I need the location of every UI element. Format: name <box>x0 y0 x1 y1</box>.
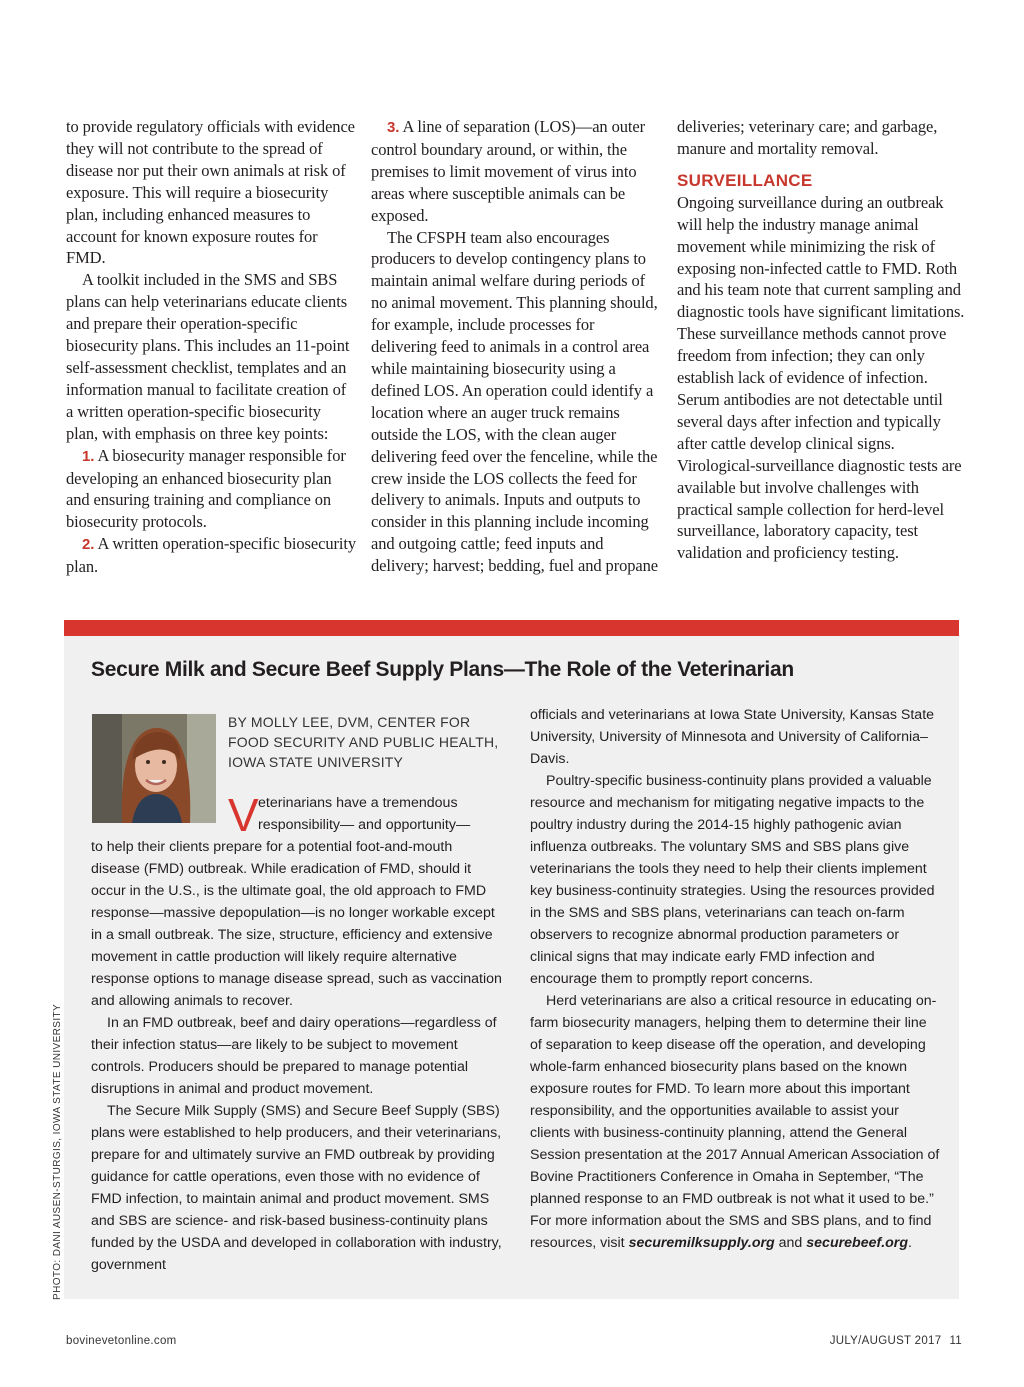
footer-website: bovinevetonline.com <box>66 1335 177 1347</box>
paragraph: The CFSPH team also encourages producers to develop contingency plans to maintain animal welfare during periods of no animal movement. This planning should, for example, include processes for delivering feed to animals in a control area while maintaining biosecurity using a defined LOS. An operation could identify a location where an auger truck remains outside the LOS, with the clean auger delivering feed over the fenceline, while the crew inside the LOS collects the feed for delivery to animals. Inputs and outputs to consider in this planning include incoming and outgoing cattle; feed inputs and delivery; harvest; bedding, fuel and propane <box>371 227 659 576</box>
conjunction: and <box>778 1235 803 1251</box>
byline: BY MOLLY LEE, DVM, CENTER FOR FOOD SECURITY AND PUBLIC HEALTH, IOWA STATE UNIVERSITY <box>228 714 499 770</box>
drop-cap: V <box>228 789 259 841</box>
link-securemilksupply[interactable]: securemilksupply.org <box>628 1235 775 1251</box>
point-number: 1. <box>82 447 95 465</box>
page-number: 11 <box>949 1335 962 1347</box>
paragraph: officials and veterinarians at Iowa State University, Kansas State University, University of Minnesota and University of California–Davis. <box>530 707 935 767</box>
paragraph: to provide regulatory officials with evidence they will not contribute to the spread of disease nor put their own animals at risk of exposure. This will require a biosecurity plan, including enhanced measures to account for known exposure routes for FMD. <box>66 117 355 268</box>
point-text: A written operation-specific biosecurity plan. <box>66 534 356 577</box>
footer-issue <box>830 1335 962 1347</box>
article-column-1 <box>66 116 356 578</box>
sidebar-lead <box>258 792 520 836</box>
article-column-2 <box>371 116 659 577</box>
key-point-1 <box>66 445 356 534</box>
paragraph: A toolkit included in the SMS and SBS plans can help veterinarians educate clients and prepare their operation-specific biosecurity plans. This includes an 11-point self-assessment checklist, templates and an information manual to facilitate creation of a written operation-specific biosecurity plan, with emphasis on three key points: <box>66 270 350 443</box>
sidebar-left-column <box>91 836 503 1276</box>
point-number: 3. <box>387 119 400 136</box>
paragraph: to help their clients prepare for a potential foot-and-mouth disease (FMD) outbreak. While eradication of FMD, should it occur in the U.S., is the ultimate goal, the old approach to FMD response—massive depopulation—is no longer workable except in a small outbreak. The size, structure, efficiency and extensive movement in cattle production will likely require alternative response options to manage disease spread, such as vaccination and allowing animals to recover. <box>91 839 502 1009</box>
author-portrait-image <box>92 714 216 823</box>
link-securebeef[interactable]: securebeef.org <box>806 1235 908 1251</box>
key-point-2 <box>66 533 356 578</box>
lead-text: eterinarians have a tremendous responsibility— and opportunity— <box>258 795 471 833</box>
paragraph: Ongoing surveillance during an outbreak will help the industry manage animal movement while minimizing the risk of exposing non-infected cattle to FMD. Roth and his team note that current sampling and diagnostic tools have significant limitations. These surveillance methods cannot prove freedom from infection; they can only establish lack of evidence of infection. Serum antibodies are not detectable until several days after infection and typically after cattle develop clinical signs. Virological-surveillance diagnostic tests are available but involve challenges with practical sample collection for herd-level surveillance, laboratory capacity, test validation and proficiency testing. <box>677 192 965 563</box>
key-point-3 <box>371 116 659 227</box>
article-column-3 <box>677 116 967 564</box>
paragraph-text: Herd veterinarians are also a critical resource in educating on-farm biosecurity managers, helping them to determine their line of separation to keep disease off the operation, and developing whole-farm enhanced biosecurity plans based on the known exposure routes for FMD. To learn more about this important responsibility, and the opportunities available to assist your clients with business-continuity planning, attend the General Session presentation at the 2017 Annual American Association of Bovine Practitioners Conference in Omaha in September, “The planned response to an FMD outbreak is not what it used to be.” For more information about the SMS and SBS plans, and to find resources, visit <box>530 993 940 1251</box>
point-text: A biosecurity manager responsible for developing an enhanced biosecurity plan and ensuring training and compliance on biosecurity protocols. <box>66 445 346 532</box>
paragraph <box>530 990 942 1254</box>
paragraph: Poultry-specific business-continuity plans provided a valuable resource and mechanism for mitigating negative impacts to the poultry industry during the 2014-15 highly pathogenic avian influenza outbreaks. The voluntary SMS and SBS plans give veterinarians the tools they need to help their clients implement key business-continuity strategies. Using the resources provided in the SMS and SBS plans, veterinarians can teach on-farm observers to recognize abnormal production parameters or clinical signs that may indicate early FMD infection and encourage them to promptly report concerns. <box>530 773 935 987</box>
sidebar-title: Secure Milk and Secure Beef Supply Plans—The Role of the Veterinarian <box>91 658 794 681</box>
sidebar-box <box>64 620 959 1299</box>
photo-credit: PHOTO: DANI AUSEN-STURGIS, IOWA STATE UNIVERSITY <box>52 1003 63 1300</box>
paragraph: In an FMD outbreak, beef and dairy operations—regardless of their infection status—are likely to be subject to movement controls. Producers should be prepared to manage potential disruptions in animal and product movement. <box>91 1015 497 1097</box>
sidebar-right-column <box>530 704 942 1254</box>
paragraph: deliveries; veterinary care; and garbage, manure and mortality removal. <box>677 117 938 158</box>
sidebar-accent-bar <box>64 620 959 636</box>
period: . <box>908 1235 912 1251</box>
issue-date: JULY/AUGUST 2017 <box>829 1335 942 1347</box>
point-text: A line of separation (LOS)—an outer control boundary around, or within, the premises to limit movement of virus into areas where susceptible animals can be exposed. <box>371 117 645 225</box>
paragraph: The Secure Milk Supply (SMS) and Secure Beef Supply (SBS) plans were established to help producers, and their veterinarians, prepare for and ultimately survive an FMD outbreak by providing guidance for cattle operations, even those with no evidence of FMD infection, to maintain animal and product movement. SMS and SBS are science- and risk-based business-continuity plans funded by the USDA and developed in collaboration with industry, government <box>91 1103 502 1273</box>
author-photo <box>92 714 216 823</box>
point-number: 2. <box>82 536 95 554</box>
section-heading: SURVEILLANCE <box>677 170 813 190</box>
